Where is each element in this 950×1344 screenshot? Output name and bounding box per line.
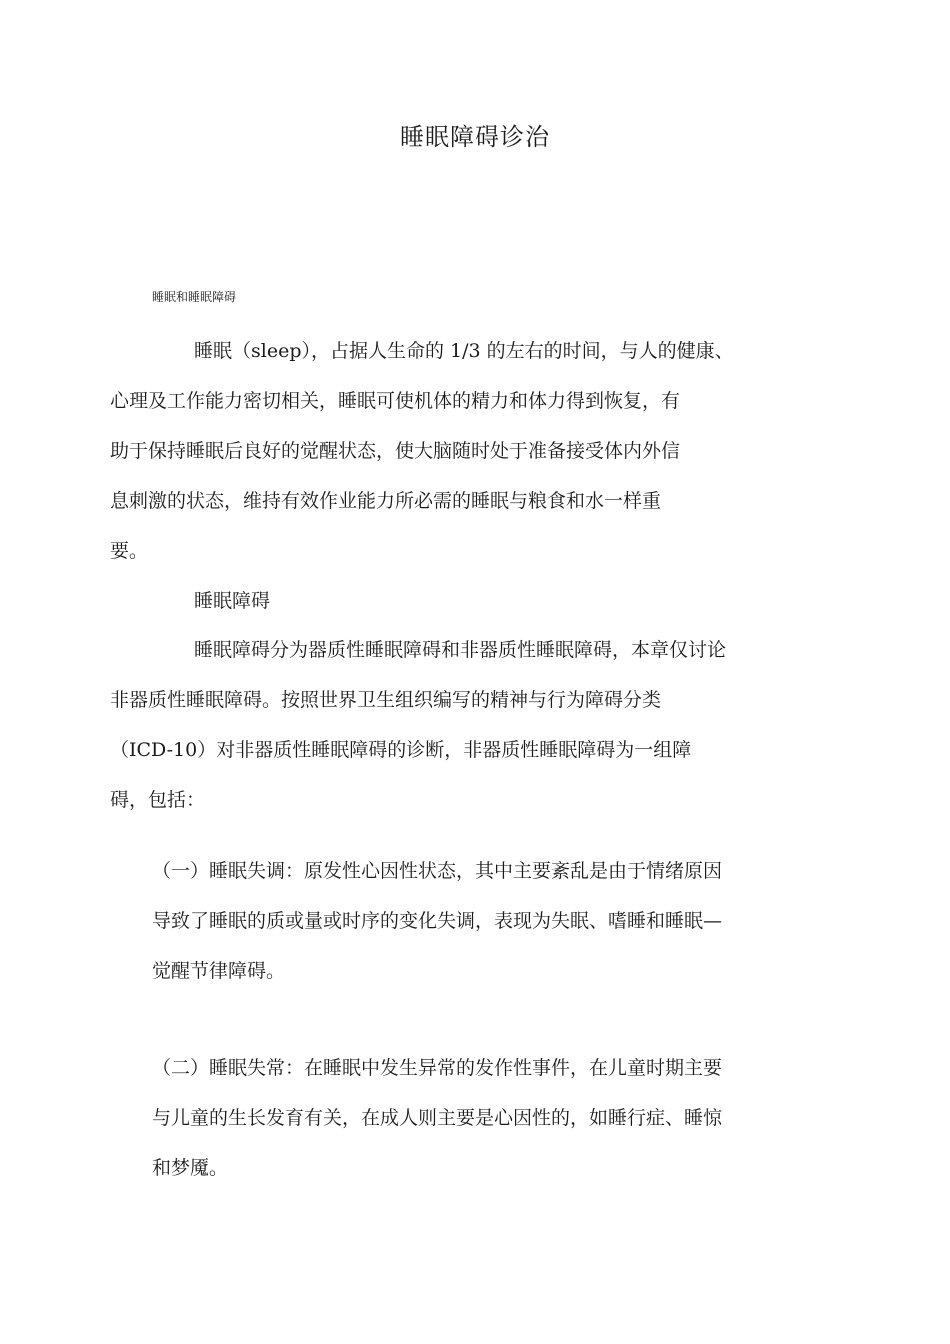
text-line: 睡眠（sleep），占据人生命的 1/3 的左右的时间，与人的健康、	[194, 340, 734, 362]
text-line: 碍，包括：	[110, 789, 206, 811]
text-line: （二）睡眠失常：在睡眠中发生异常的发作性事件，在儿童时期主要	[152, 1057, 723, 1079]
text-line: 导致了睡眠的质或量或时序的变化失调，表现为失眠、嗜睡和睡眠—	[152, 910, 723, 932]
text-line: 睡眠障碍	[194, 590, 271, 612]
section-heading: 睡眠和睡眠障碍	[152, 290, 237, 304]
paragraph-parasomnia	[152, 1043, 804, 1193]
document-title: 睡眠障碍诊治	[400, 123, 550, 151]
paragraph-dyssomnia	[152, 846, 804, 996]
paragraph-sleep-intro	[110, 326, 804, 576]
text-line: 非器质性睡眠障碍。按照世界卫生组织编写的精神与行为障碍分类	[110, 689, 662, 711]
text-line: 与儿童的生长发育有关，在成人则主要是心因性的，如睡行症、睡惊	[152, 1107, 723, 1129]
text-line: 睡眠障碍分为器质性睡眠障碍和非器质性睡眠障碍，本章仅讨论	[194, 639, 727, 661]
text-line: 和梦魇。	[152, 1157, 229, 1179]
text-line: 助于保持睡眠后良好的觉醒状态，使大脑随时处于准备接受体内外信	[110, 440, 681, 462]
text-line: （一）睡眠失调：原发性心因性状态，其中主要紊乱是由于情绪原因	[152, 860, 723, 882]
paragraph-classification	[110, 625, 804, 825]
text-line: （ICD-10）对非器质性睡眠障碍的诊断，非器质性睡眠障碍为一组障	[110, 739, 692, 761]
text-line: 觉醒节律障碍。	[152, 960, 286, 982]
text-line: 心理及工作能力密切相关，睡眠可使机体的精力和体力得到恢复，有	[110, 390, 681, 412]
subheading-sleep-disorder	[152, 576, 804, 626]
text-line: 要。	[110, 540, 149, 562]
text-line: 息刺激的状态，维持有效作业能力所必需的睡眠与粮食和水一样重	[110, 490, 662, 512]
